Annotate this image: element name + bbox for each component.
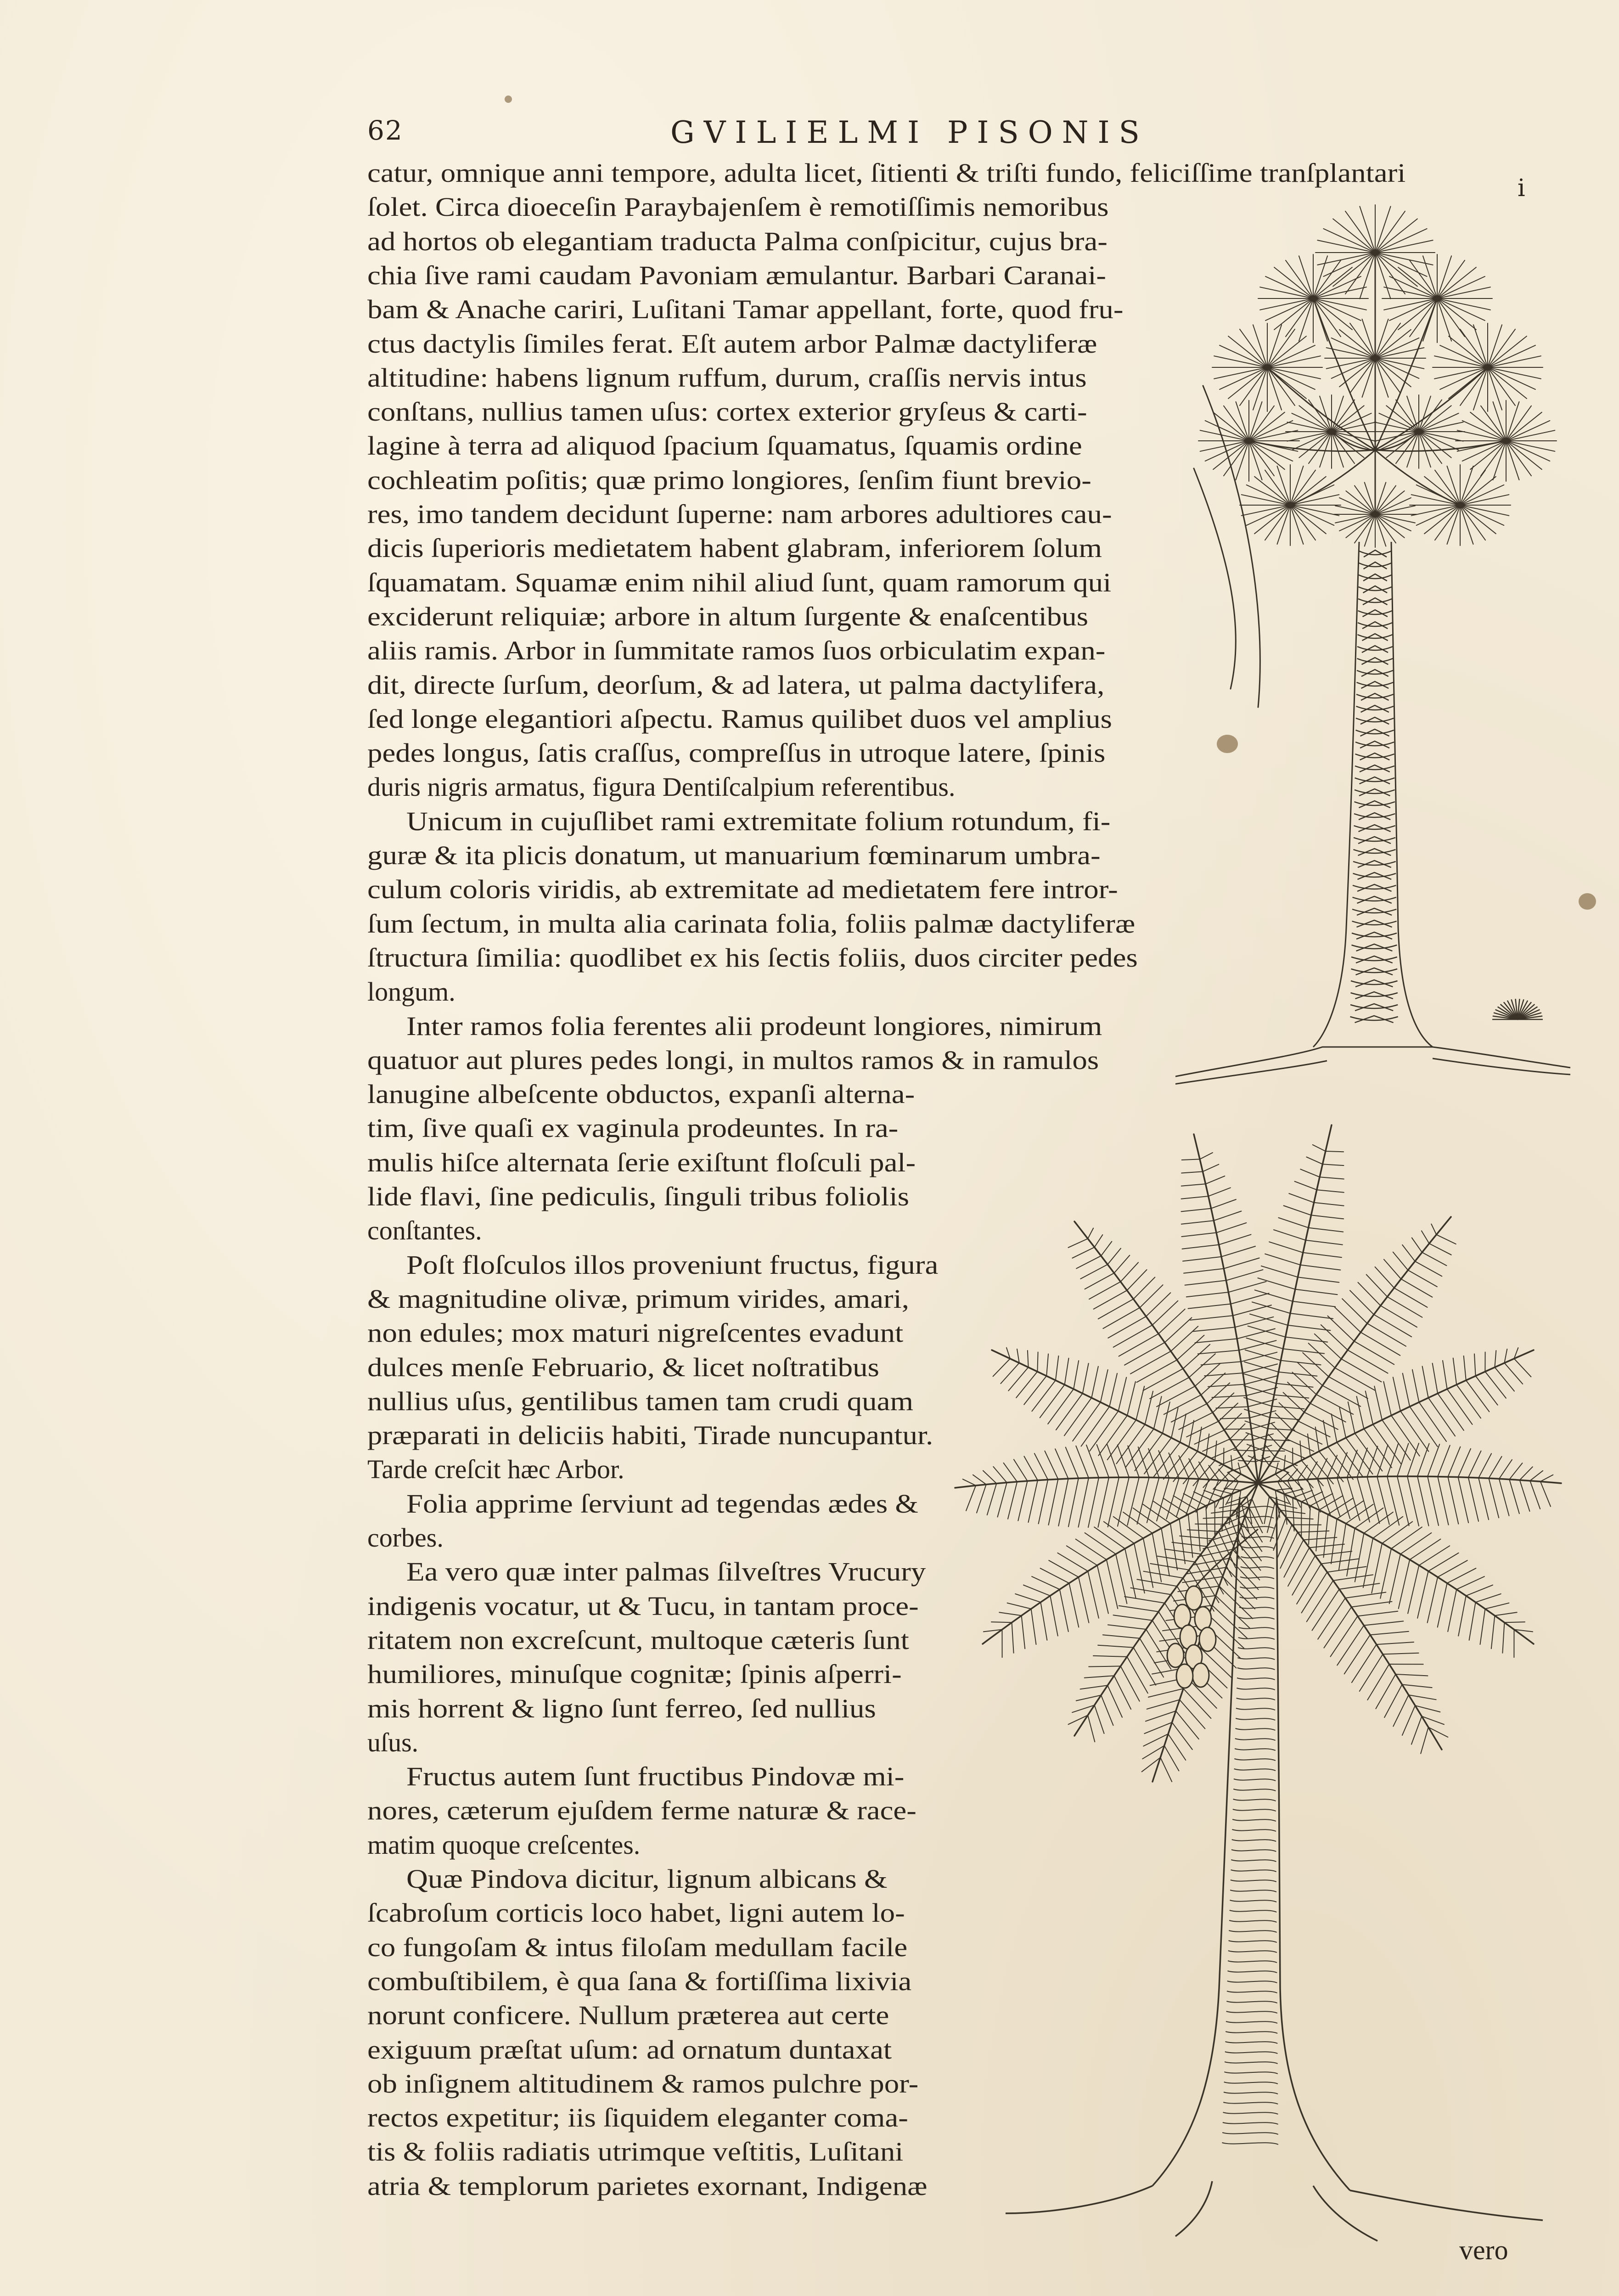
text-line: lide flavi, ſine pediculis, ſinguli tribus foliolis: [367, 1182, 909, 1211]
text-line: dit, directe ſurſum, deorſum, & ad latera, ut palma dactylifera,: [367, 670, 1105, 700]
text-line: dulces menſe Februario, & licet noſtratibus: [367, 1352, 879, 1382]
text-line: tim, ſive quaſi ex vaginula prodeuntes. In ra-: [367, 1113, 899, 1143]
catchword: vero: [1459, 2235, 1508, 2265]
margin-mark: i: [1518, 174, 1525, 202]
text-line: pedes longus, ſatis craſſus, compreſſus in utroque latere, ſpinis: [367, 738, 1106, 768]
text-line: matim quoque creſcentes.: [367, 1830, 641, 1860]
text-line: mulis hiſce alternata ſerie exiſtunt floſculi pal-: [367, 1148, 916, 1177]
text-line: uſus.: [367, 1728, 419, 1757]
text-line: ſolet. Circa dioeceſin Paraybajenſem è remotiſſimis nemoribus: [367, 192, 1109, 222]
text-line: chia ſive rami caudam Pavoniam æmulantur. Barbari Caranai-: [367, 260, 1107, 290]
text-line: cochleatim poſitis; quæ primo longiores, ſenſim fiunt brevio-: [367, 465, 1091, 495]
text-line: rectos expetitur; iis ſiquidem eleganter coma-: [367, 2103, 908, 2133]
text-line: longum.: [367, 977, 455, 1007]
text-line: & magnitudine olivæ, primum virides, amari,: [367, 1284, 909, 1314]
text-line: ſed longe elegantiori aſpectu. Ramus quilibet duos vel amplius: [367, 704, 1112, 734]
text-line: Folia apprime ſerviunt ad tegendas ædes &: [406, 1489, 918, 1519]
text-line: non edules; mox maturi nigreſcentes evadunt: [367, 1318, 904, 1348]
text-line: culum coloris viridis, ab extremitate ad medietatem fere intror-: [367, 874, 1118, 904]
text-line: catur, omnique anni tempore, adulta licet, ſitienti & triſti fundo, feliciſſime tranſplantari: [367, 158, 1406, 188]
fan-palm-illustration: [1175, 193, 1580, 1139]
text-line: res, imo tandem decidunt ſuperne: nam arbores adultiores cau-: [367, 499, 1112, 529]
text-line: quatuor aut plures pedes longi, in multos ramos & in ramulos: [367, 1045, 1099, 1075]
text-line: ſcabroſum corticis loco habet, ligni autem lo-: [367, 1898, 905, 1928]
text-line: co fungoſam & intus filoſam medullam facile: [367, 1932, 908, 1962]
running-title: GVILIELMI PISONIS: [670, 115, 1149, 150]
text-line: guræ & ita plicis donatum, ut manuarium fœminarum umbra-: [367, 840, 1101, 870]
text-line: combuſtibilem, è qua ſana & fortiſſima lixivia: [367, 1966, 912, 1996]
text-line: Tarde creſcit hæc Arbor.: [367, 1454, 624, 1484]
text-line: præparati in deliciis habiti, Tirade nuncupantur.: [367, 1420, 933, 1450]
text-line: ſtructura ſimilia: quodlibet ex his ſectis foliis, duos circiter pedes: [367, 943, 1138, 973]
text-line: ctus dactylis ſimiles ferat. Eſt autem arbor Palmæ dactyliferæ: [367, 329, 1097, 359]
text-line: exiguum præſtat uſum: ad ornatum duntaxat: [367, 2035, 892, 2065]
text-line: corbes.: [367, 1523, 444, 1553]
feather-palm-illustration: [937, 1093, 1580, 2255]
text-line: ritatem non excreſcunt, multoque cæteris ſunt: [367, 1625, 909, 1655]
text-line: Poſt floſculos illos proveniunt fructus, figura: [406, 1250, 939, 1280]
text-line: Unicum in cujuſlibet rami extremitate folium rotundum, fi-: [406, 806, 1111, 836]
text-line: conſtantes.: [367, 1216, 482, 1245]
text-line: Quæ Pindova dicitur, lignum albicans &: [406, 1864, 888, 1894]
ink-stain: [1217, 735, 1238, 753]
text-line: duris nigris armatus, figura Dentiſcalpium referentibus.: [367, 772, 956, 802]
text-line: lanugine albeſcente obductos, expanſi alterna-: [367, 1079, 915, 1109]
text-line: Ea vero quæ inter palmas ſilveſtres Vrucury: [406, 1557, 926, 1587]
text-line: ſum ſectum, in multa alia carinata folia, foliis palmæ dactyliferæ: [367, 909, 1136, 939]
text-line: tis & foliis radiatis utrimque veſtitis, Luſitani: [367, 2137, 904, 2167]
text-line: humiliores, minuſque cognitæ; ſpinis aſperri-: [367, 1659, 902, 1689]
text-line: exciderunt reliquiæ; arbore in altum ſurgente & enaſcentibus: [367, 602, 1088, 631]
text-line: nullius uſus, gentilibus tamen tam crudi quam: [367, 1386, 913, 1416]
text-line: indigenis vocatur, ut & Tucu, in tantam proce-: [367, 1591, 919, 1621]
text-line: mis horrent & ligno ſunt ferreo, ſed nullius: [367, 1694, 876, 1723]
text-line: ob inſignem altitudinem & ramos pulchre por-: [367, 2069, 919, 2099]
page-number: 62: [367, 115, 403, 146]
text-line: aliis ramis. Arbor in ſummitate ramos ſuos orbiculatim expan-: [367, 636, 1106, 665]
text-line: lagine à terra ad aliquod ſpacium ſquamatus, ſquamis ordine: [367, 431, 1082, 461]
text-line: ſquamatam. Squamæ enim nihil aliud ſunt, quam ramorum qui: [367, 568, 1112, 597]
text-line: conſtans, nullius tamen uſus: cortex exterior gryſeus & carti-: [367, 397, 1087, 427]
ink-stain: [505, 96, 512, 103]
text-line: norunt conficere. Nullum præterea aut certe: [367, 2000, 889, 2030]
text-line: dicis ſuperioris medietatem habent glabram, inferiorem ſolum: [367, 533, 1102, 563]
text-line: atria & templorum parietes exornant, Indigenæ: [367, 2171, 928, 2201]
ink-stain: [1579, 893, 1596, 910]
text-line: Fructus autem ſunt fructibus Pindovæ mi-: [406, 1761, 905, 1791]
text-line: nores, cæterum ejuſdem ferme naturæ & race-: [367, 1795, 916, 1825]
text-line: altitudine: habens lignum ruffum, durum, craſſis nervis intus: [367, 363, 1087, 393]
text-line: Inter ramos folia ferentes alii prodeunt longiores, nimirum: [406, 1011, 1102, 1041]
running-head: [367, 115, 1240, 156]
text-line: ad hortos ob elegantiam traducta Palma conſpicitur, cujus bra-: [367, 226, 1107, 256]
text-line: bam & Anache cariri, Luſitani Tamar appellant, forte, quod fru-: [367, 294, 1124, 324]
